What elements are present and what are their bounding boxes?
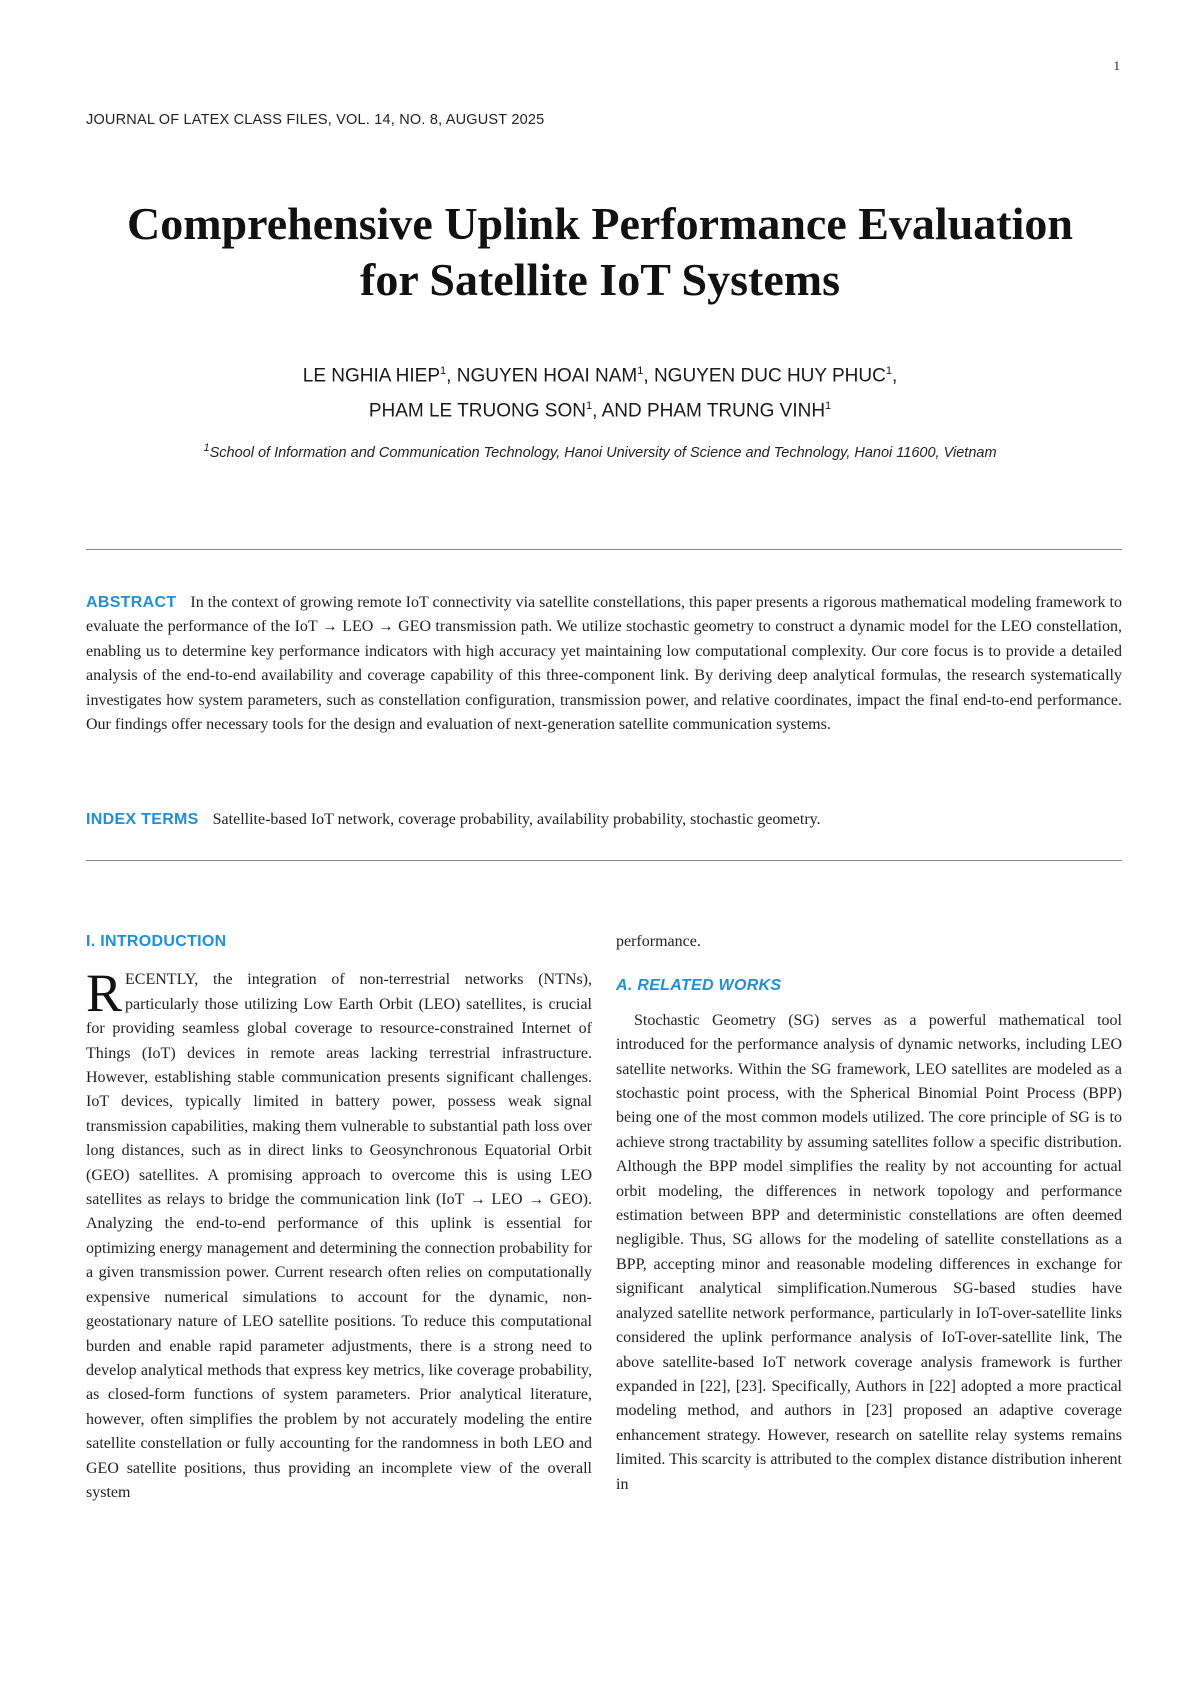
- author-separator: ,: [446, 365, 457, 387]
- index-terms: [86, 808, 1122, 832]
- paper-title: [60, 196, 1140, 308]
- author-name: NGUYEN HOAI NAM: [456, 365, 638, 387]
- left-column: [86, 930, 592, 1505]
- running-head: JOURNAL OF LATEX CLASS FILES, VOL. 14, NO. 8, AUGUST 2025: [86, 112, 545, 128]
- abstract-top-rule: [86, 549, 1122, 550]
- affiliation-mark: 1: [203, 442, 210, 454]
- title-line-2: for Satellite IoT Systems: [360, 254, 840, 305]
- author-affiliation-mark: 1: [440, 365, 447, 377]
- page-number: 1: [1113, 58, 1120, 73]
- author-affiliation-mark: 1: [825, 400, 832, 413]
- abstract-text: In the context of growing remote IoT connectivity via satellite constellations, this paper presents a rigorous mathematical modeling framework to evaluate the performance of the IoT → LEO → GEO transmission path. We utilize stochastic geometry to construct a dynamic model for the LEO constellation, enabling us to determine key performance indicators with high accuracy yet maintaining low computational complexity. Our core focus is to provide a detailed analysis of the end-to-end availability and coverage capability of this three-component link. By deriving deep analytical formulas, the research systematically investigates how system parameters, such as constellation configuration, transmission power, and relative coordinates, impact the final end-to-end performance. Our findings offer necessary tools for the design and evaluation of next-generation satellite communication systems.: [86, 594, 1122, 734]
- author-separator: ,: [592, 400, 602, 422]
- abstract-bottom-rule: [86, 860, 1122, 861]
- section-heading-introduction: I. INTRODUCTION: [86, 933, 227, 950]
- index-terms-text: Satellite-based IoT network, coverage probability, availability probability, stochastic geometry.: [212, 811, 821, 828]
- author-affiliation-mark: 1: [885, 365, 892, 377]
- related-works-paragraph: Stochastic Geometry (SG) serves as a powerful mathematical tool introduced for the performance analysis of dynamic networks, including LEO satellite networks. Within the SG framework, LEO satellites are modeled as a stochastic point process, with the Spherical Binomial Point Process (BPP) being one of the most common models utilized. The core principle of SG is to achieve strong tractability by assuming satellites follow a specific distribution. Although the BPP model simplifies the reality by not accounting for actual orbit modeling, the differences in network topology and performance estimation between BPP and deterministic constellations are often deemed negligible. Thus, SG allows for the modeling of satellite constellations as a BPP, accepting minor and reasonable modeling differences in exchange for significant analytical simplification.Numerous SG-based studies have analyzed satellite network performance, particularly in IoT-over-satellite links considered the uplink performance analysis of IoT-over-satellite link, The above satellite-based IoT network coverage analysis framework is further expanded in [22], [23]. Specifically, Authors in [22] adopted a more practical modeling method, and authors in [23] proposed an adaptive coverage enhancement strategy. However, research on satellite relay systems remains limited. This scarcity is attributed to the complex distance distribution inherent in: [616, 1011, 1122, 1493]
- author-name: NGUYEN DUC HUY PHUC: [653, 365, 886, 387]
- abstract: [86, 591, 1122, 737]
- author-name: PHAM LE TRUONG SON: [368, 400, 586, 422]
- affiliation: [60, 442, 1140, 461]
- subsection-heading-related-works: A. RELATED WORKS: [616, 977, 782, 995]
- author-name: AND PHAM TRUNG VINH: [601, 400, 826, 422]
- introduction-continuation: performance.: [616, 933, 701, 950]
- author-name: LE NGHIA HIEP: [302, 365, 441, 387]
- author-separator: ,: [643, 365, 654, 387]
- introduction-text: ECENTLY, the integration of non-terrestrial networks (NTNs), particularly those utilizing Low Earth Orbit (LEO) satellites, is crucial for providing seamless global coverage to resource-constrained Internet of Things (IoT) devices in remote areas lacking terrestrial infrastructure. However, establishing stable communication presents significant challenges. IoT devices, typically limited in battery power, possess weak signal transmission capabilities, making them vulnerable to substantial path loss over long distances, such as in direct links to Geosynchronous Equatorial Orbit (GEO) satellites. A promising approach to overcome this is using LEO satellites as relays to bridge the communication link (IoT → LEO → GEO). Analyzing the end-to-end performance of this uplink is essential for optimizing energy management and determining the connection probability for a given transmission power. Current research often relies on computationally expensive numerical simulations to account for the dynamic, non-geostationary nature of LEO satellite positions. To reduce this computational burden and enable rapid parameter adjustments, there is a strong need to develop analytical methods that express key metrics, like coverage probability, as closed-form functions of system parameters. Prior analytical literature, however, often simplifies the problem by not accurately modeling the entire satellite constellation or fully accounting for the randomness in both LEO and GEO satellite positions, thus providing an incomplete view of the overall system: [86, 971, 592, 1501]
- index-terms-label: INDEX TERMS: [86, 811, 199, 828]
- abstract-label: ABSTRACT: [86, 594, 177, 611]
- drop-cap: R: [86, 963, 123, 1024]
- introduction-paragraph: [86, 963, 592, 1505]
- affiliation-text: School of Information and Communication Technology, Hanoi University of Science and Technology, Hanoi 11600, Vietnam: [209, 444, 997, 461]
- author-affiliation-mark: 1: [637, 365, 644, 377]
- title-line-1: Comprehensive Uplink Performance Evaluation: [127, 198, 1073, 249]
- author-affiliation-mark: 1: [585, 400, 593, 413]
- right-column: [616, 930, 1122, 1497]
- author-separator: ,: [891, 365, 898, 387]
- author-list: [60, 356, 1140, 427]
